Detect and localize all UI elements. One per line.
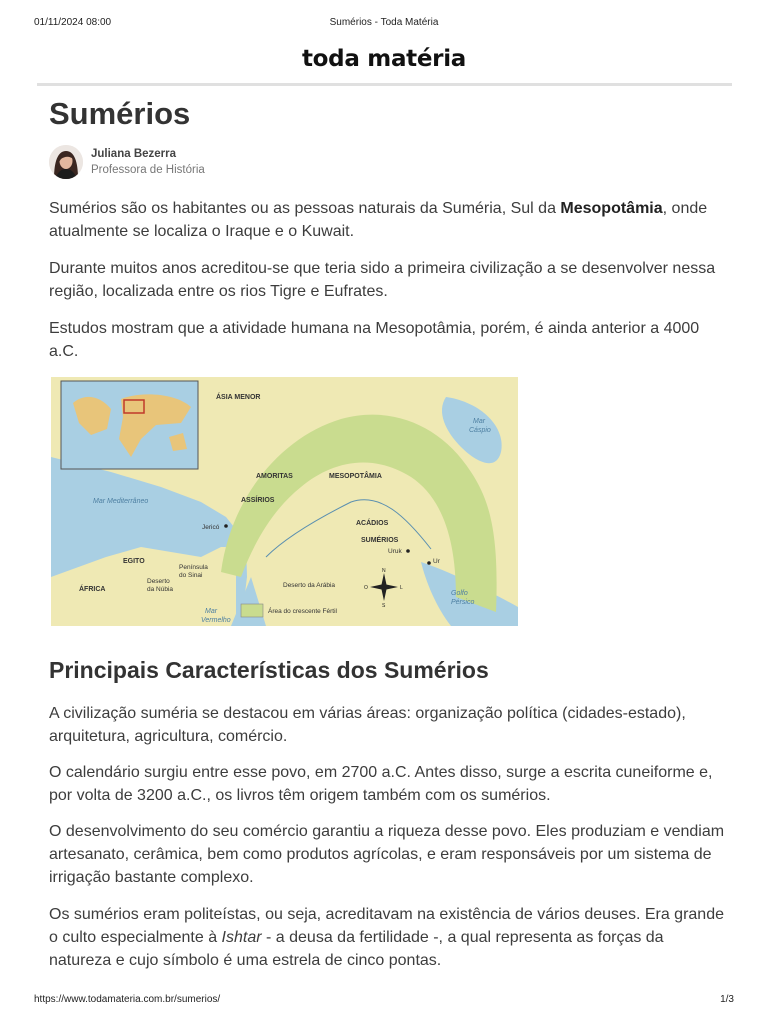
intro-1-text-b: , onde atualmente se localiza o Iraque e o Kuwait. [49,200,708,240]
print-header [0,17,768,31]
header-divider [37,83,732,86]
body-paragraph-1: A civilização suméria se destacou em várias áreas: organização política (cidades-estado), arquitetura, agricultura, comércio. [49,705,686,745]
site-logo[interactable]: toda matéria [301,46,466,72]
map-label-assirios: ASSÍRIOS [241,497,275,504]
compass-l: L [400,585,403,591]
map-legend-label: Área do crescente Fértil [268,608,338,615]
map-label-jerico: Jericó [202,524,220,531]
body-paragraph-3: O desenvolvimento do seu comércio garantiu a riqueza desse povo. Eles produziam e vendiam artesanato, cerâmica, bem como produtos agrícolas, e eram responsáveis por um sistema de irrigação bastante complexo. [49,823,725,886]
map-legend-swatch [241,604,263,617]
map-label-mesopotamia: MESOPOTÂMIA [329,473,382,480]
body-4-text-b: - a deusa da fertilidade -, a qual representa as forças da natureza e cujo símbolo é uma estrela de cinco pontas. [49,929,664,969]
body-paragraph-2: O calendário surgiu entre esse povo, em 2700 a.C. Antes disso, surge a escrita cuneiforme e, por volta de 3200 a.C., os livros têm origem também com os sumérios. [49,764,713,804]
body-paragraph-4 [49,903,725,972]
author-photo-icon [49,145,83,179]
map-label-peninsula-1: Península [179,564,208,571]
author-role: Professora de História [91,164,205,176]
map-label-uruk: Uruk [388,548,402,555]
map-label-sumerios: SUMÉRIOS [361,537,399,544]
map-label-africa: ÁFRICA [79,586,106,593]
page-title: Sumérios [49,96,191,131]
map-label-asia-menor: ÁSIA MENOR [216,394,261,401]
map-label-deserto-arabia: Deserto da Arábia [283,582,336,589]
intro-paragraph-3: Estudos mostram que a atividade humana na Mesopotâmia, porém, é ainda anterior a 4000 a.C. [49,320,700,360]
fertile-crescent-map [51,377,518,626]
map-label-caspio-2: Cáspio [469,427,491,434]
print-url: https://www.todamateria.com.br/sumerios/ [34,994,221,1005]
map-label-caspio-1: Mar [473,418,486,425]
print-date: 01/11/2024 08:00 [34,17,112,28]
map-label-peninsula-2: do Sinai [179,572,203,579]
intro-paragraph-2: Durante muitos anos acreditou-se que teria sido a primeira civilização a se desenvolver nessa região, localizada entre os rios Tigre e Eufrates. [49,260,716,300]
map-label-vermelho-2: Vermelho [201,617,231,624]
map-label-nubia-2: da Núbia [147,586,174,593]
print-page-number: 1/3 [720,994,734,1005]
intro-1-bold-term: Mesopotâmia [560,200,663,217]
map-label-ur: Ur [433,558,440,565]
map-label-golfo-1: Golfo [451,590,468,597]
map-label-mediterraneo: Mar Mediterrâneo [93,498,149,505]
map-dot-uruk [406,549,410,553]
map-dot-ur [427,561,431,565]
print-footer [0,994,768,1008]
intro-paragraph-1 [49,197,725,243]
body-4-text-a: Os sumérios eram politeístas, ou seja, acreditavam na existência de vários deuses. Era grande o culto especialmente à [49,906,724,946]
map-svg [51,377,518,626]
map-label-egito: EGITO [123,558,145,565]
author-name[interactable]: Juliana Bezerra [91,148,177,160]
section-title: Principais Características dos Sumérios [49,657,489,683]
compass-n: N [382,568,386,574]
print-title: Sumérios - Toda Matéria [329,17,439,28]
compass-o: O [364,585,368,591]
body-4-italic-term: Ishtar [221,929,262,946]
map-dot-jerico [224,524,228,528]
map-label-acadios: ACÁDIOS [356,520,389,527]
author-avatar[interactable] [49,145,83,179]
map-label-amoritas: AMORITAS [256,473,293,480]
compass-s: S [382,603,386,609]
intro-1-text-a: Sumérios são os habitantes ou as pessoas naturais da Suméria, Sul da [49,200,561,217]
map-label-golfo-2: Pérsico [451,599,475,606]
map-label-nubia-1: Deserto [147,578,170,585]
map-label-vermelho-1: Mar [205,608,218,615]
